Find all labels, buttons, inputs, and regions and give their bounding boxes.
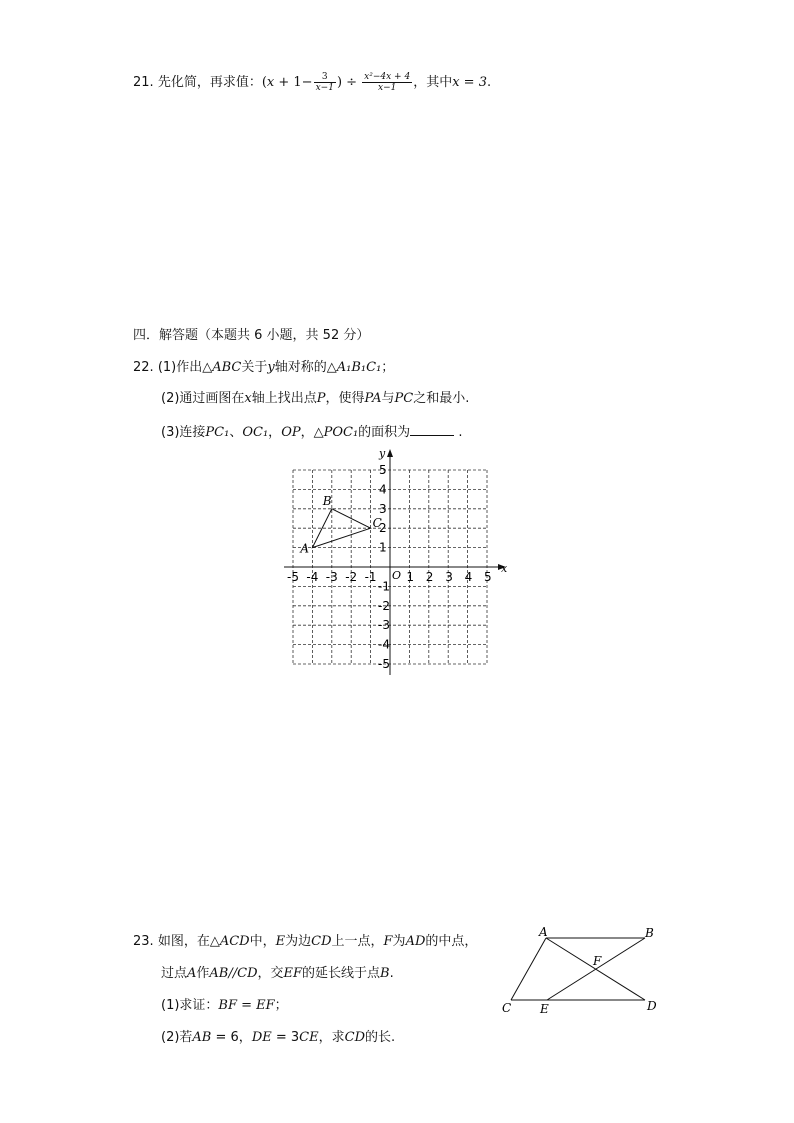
figure-label-f: F <box>593 954 602 968</box>
x-tick-label: 1 <box>406 570 415 584</box>
q23-line-3 <box>161 996 288 1016</box>
figure-label-d: D <box>647 999 657 1013</box>
x-tick-label: -1 <box>364 570 377 584</box>
q23-l2-a: A <box>187 966 197 981</box>
q22-p1-a1b1c1: A₁B₁C₁ <box>336 360 382 375</box>
q21-tail: ，其中 <box>413 75 453 90</box>
x-tick-label: 3 <box>445 570 453 584</box>
point-labels <box>299 494 381 556</box>
q22-p2-p: P <box>316 391 326 406</box>
q23-line-2 <box>161 964 394 984</box>
q22-line-2 <box>161 389 469 409</box>
q23-l4-text-3: = 3 <box>271 1030 300 1045</box>
q22-p2-pa: PA <box>364 391 382 406</box>
q23-l1-ad: AD <box>405 934 426 949</box>
q23-number: 23. <box>133 934 154 949</box>
q23-l2-text: 过点 <box>161 966 188 981</box>
y-tick-label: -1 <box>378 579 390 594</box>
q22-p3-op: OP <box>281 425 301 440</box>
q23-l4-ce: CE <box>299 1030 319 1045</box>
q23-l4-text-2: = 6， <box>211 1030 252 1045</box>
q23-l2-ef: EF <box>283 966 303 981</box>
q23-l1-text: 如图，在△ <box>157 934 220 949</box>
q21-number: 21. <box>133 75 154 90</box>
q22-p3-text-3: 的面积为 <box>358 425 411 440</box>
q23-l3-end: ； <box>274 998 288 1013</box>
q22-p2-x: x <box>244 391 252 406</box>
point-label-a: A <box>300 541 310 556</box>
q23-l4-text-4: ，求 <box>318 1030 345 1045</box>
q21-fraction-1: $\frac{3}{x-1}$ <box>315 72 334 93</box>
q22-p2-text-4: 与 <box>381 391 395 406</box>
q23-l1-text-3: 为边 <box>285 934 312 949</box>
q23-l1-f: F <box>383 934 393 949</box>
q23-l1-acd: ACD <box>219 934 250 949</box>
x-axis-label: x <box>501 562 508 575</box>
geometry-figure <box>495 920 670 1020</box>
y-tick-label: -2 <box>378 598 390 613</box>
q22-p3-sep-2: ， <box>268 425 282 440</box>
q23-l2-ab-cd: AB//CD <box>209 966 258 981</box>
q22-p3-oc1: OC₁ <box>242 425 269 440</box>
q22-p3-end: . <box>458 425 463 440</box>
y-tick-label: 1 <box>379 540 387 555</box>
y-tick-label: 5 <box>379 463 387 477</box>
q22-p2-pc: PC <box>394 391 414 406</box>
point-label-b: B <box>322 493 332 508</box>
q23-l3-bf-ef: BF = EF <box>218 998 275 1013</box>
q22-p2-text: (2)通过画图在 <box>161 391 245 406</box>
q22-p1-y: y <box>267 360 275 375</box>
x-tick-label: 5 <box>484 570 492 584</box>
triangle-abc <box>312 509 370 548</box>
q23-l1-text-2: 中， <box>249 934 276 949</box>
q23-l2-end: . <box>389 966 394 981</box>
q22-line-1 <box>133 358 394 378</box>
q21-lead: 先化简，再求值： <box>157 75 262 90</box>
q23-l2-text-2: 作 <box>196 966 210 981</box>
q22-p2-end: 之和最小. <box>413 391 470 406</box>
x-tick-label: -3 <box>325 570 338 584</box>
q23-l1-text-5: 为 <box>392 934 406 949</box>
q22-p1-text: (1)作出△ <box>157 360 213 375</box>
q23-line-1 <box>133 932 477 952</box>
x-tick-label: -5 <box>287 570 299 584</box>
q22-p1-end: ； <box>381 360 395 375</box>
q23-l2-text-4: 的延长线于点 <box>302 966 381 981</box>
q23-l1-e: E <box>275 934 286 949</box>
x-tick-label: -4 <box>306 570 319 584</box>
q21-line <box>133 72 491 93</box>
q22-p3-poc1: POC₁ <box>323 425 359 440</box>
q22-p2-text-3: ，使得 <box>325 391 365 406</box>
q23-line-4 <box>161 1028 395 1048</box>
q22-p1-text-3: 轴对称的△ <box>274 360 337 375</box>
q21-fraction-2: $\frac{\text{x²−4x + 4}}{x-1}$ <box>364 72 411 93</box>
y-tick-label: -5 <box>378 657 390 671</box>
y-tick-label: 4 <box>379 482 387 497</box>
q22-p3-pc1: PC₁ <box>205 425 230 440</box>
coordinate-grid <box>280 445 515 677</box>
figure-label-a: A <box>539 925 548 939</box>
origin-label: O <box>392 569 402 582</box>
x-tick-label: 4 <box>464 570 473 584</box>
y-tick-label: 3 <box>379 501 387 516</box>
y-tick-label: -4 <box>378 637 390 652</box>
figure-label-b: B <box>645 926 654 940</box>
point-label-c: C <box>372 516 382 531</box>
q23-l1-text-6: 的中点， <box>425 934 478 949</box>
q21-x-value: x = 3 <box>452 75 487 90</box>
q21-end: . <box>486 75 492 90</box>
y-axis-label: y <box>379 447 386 460</box>
q23-l2-b: B <box>380 966 390 981</box>
q22-p3-sep: 、 <box>229 425 243 440</box>
q22-p1-text-2: 关于 <box>241 360 268 375</box>
section-title: 四．解答题（本题共 6 小题，共 52 分） <box>133 328 370 343</box>
q23-l4-ab: AB <box>192 1030 212 1045</box>
q22-number: 22. <box>133 360 154 375</box>
q23-l2-text-3: ，交 <box>257 966 284 981</box>
q23-l1-text-4: 上一点， <box>331 934 384 949</box>
q23-l3-text: (1)求证： <box>161 998 219 1013</box>
figure-label-c: C <box>502 1001 512 1015</box>
figure-lines <box>511 938 645 1000</box>
q22-line-3 <box>161 421 462 443</box>
q23-l1-cd: CD <box>311 934 332 949</box>
answer-blank[interactable] <box>410 421 454 436</box>
q22-p3-text-2: ，△ <box>300 425 324 440</box>
q22-p1-abc: ABC <box>212 360 242 375</box>
figure-label-e: E <box>540 1002 549 1016</box>
q23-l4-de: DE <box>251 1030 272 1045</box>
x-tick-label: 2 <box>425 570 434 584</box>
q23-l4-cd: CD <box>344 1030 365 1045</box>
q21-expression: (x + 1− $\frac{3}{x-1}$ ) ÷ $\frac{\text{x²−4x + 4}}{x-1}$ <box>261 72 411 93</box>
q22-p3-text: (3)连接 <box>161 425 206 440</box>
y-tick-label: 2 <box>379 521 387 536</box>
q23-l4-text: (2)若 <box>161 1030 193 1045</box>
y-tick-label: -3 <box>378 618 390 633</box>
q23-l4-end: 的长. <box>365 1030 396 1045</box>
x-tick-label: -2 <box>345 570 358 584</box>
q22-p2-text-2: 轴上找出点 <box>251 391 317 406</box>
